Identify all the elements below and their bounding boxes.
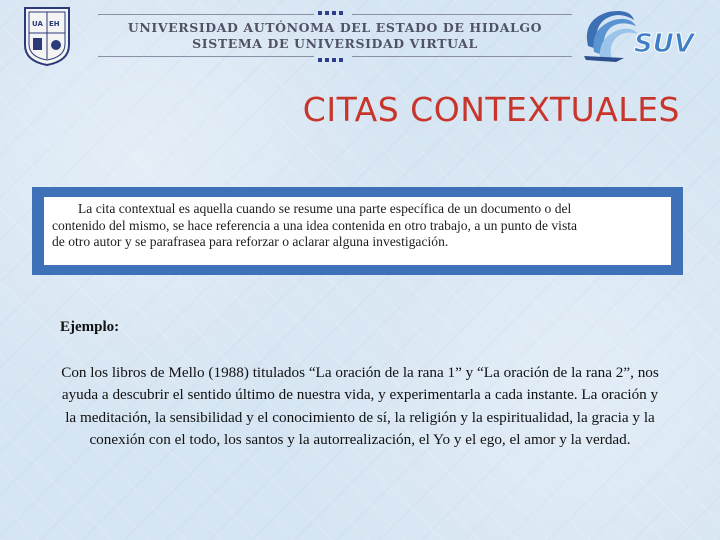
uaeh-crest-logo <box>22 5 72 67</box>
suv-logo-text: SUV <box>634 29 694 59</box>
svg-text:EH: EH <box>49 20 60 28</box>
definition-line: de otro autor y se parafrasea para reforzar o aclarar alguna investigación. <box>52 234 449 249</box>
definition-box <box>32 187 683 275</box>
definition-line: La cita contextual es aquella cuando se resume una parte específica de un documento o del <box>78 201 572 216</box>
system-name: SISTEMA DE UNIVERSIDAD VIRTUAL <box>192 36 478 51</box>
svg-text:UA: UA <box>32 20 43 28</box>
header-rule-bottom-left <box>98 56 314 57</box>
header-rule-top-left <box>98 14 314 15</box>
suv-logo <box>578 6 700 64</box>
definition-text <box>44 197 671 265</box>
slide-title: CITAS CONTEXTUALES <box>302 90 680 129</box>
example-paragraph: Con los libros de Mello (1988) titulados “La oración de la rana 1” y “La oración de la rana 2”, nos ayuda a descubrir el sentido último de nuestra vida, y experimentarla a cada instante. La oración y la meditación, la sensibilidad y el conocimiento de sí, la religión y la espiritualidad, la gracia y la conexión con el todo, los santos y la autorrealización, el Yo y el ego, el amor y la verdad. <box>61 364 659 449</box>
header-banner <box>0 0 720 72</box>
definition-line: contenido del mismo, se hace referencia a una idea contenida en otro trabajo, a un punto de vista <box>52 217 578 233</box>
header-dots-top <box>318 11 343 15</box>
header-rule-top-right <box>352 14 572 15</box>
header-rule-bottom-right <box>352 56 572 57</box>
example-label: Ejemplo: <box>60 319 120 335</box>
institution-name: UNIVERSIDAD AUTÓNOMA DEL ESTADO DE HIDALGO <box>127 20 543 35</box>
header-dots-bottom <box>318 58 343 62</box>
